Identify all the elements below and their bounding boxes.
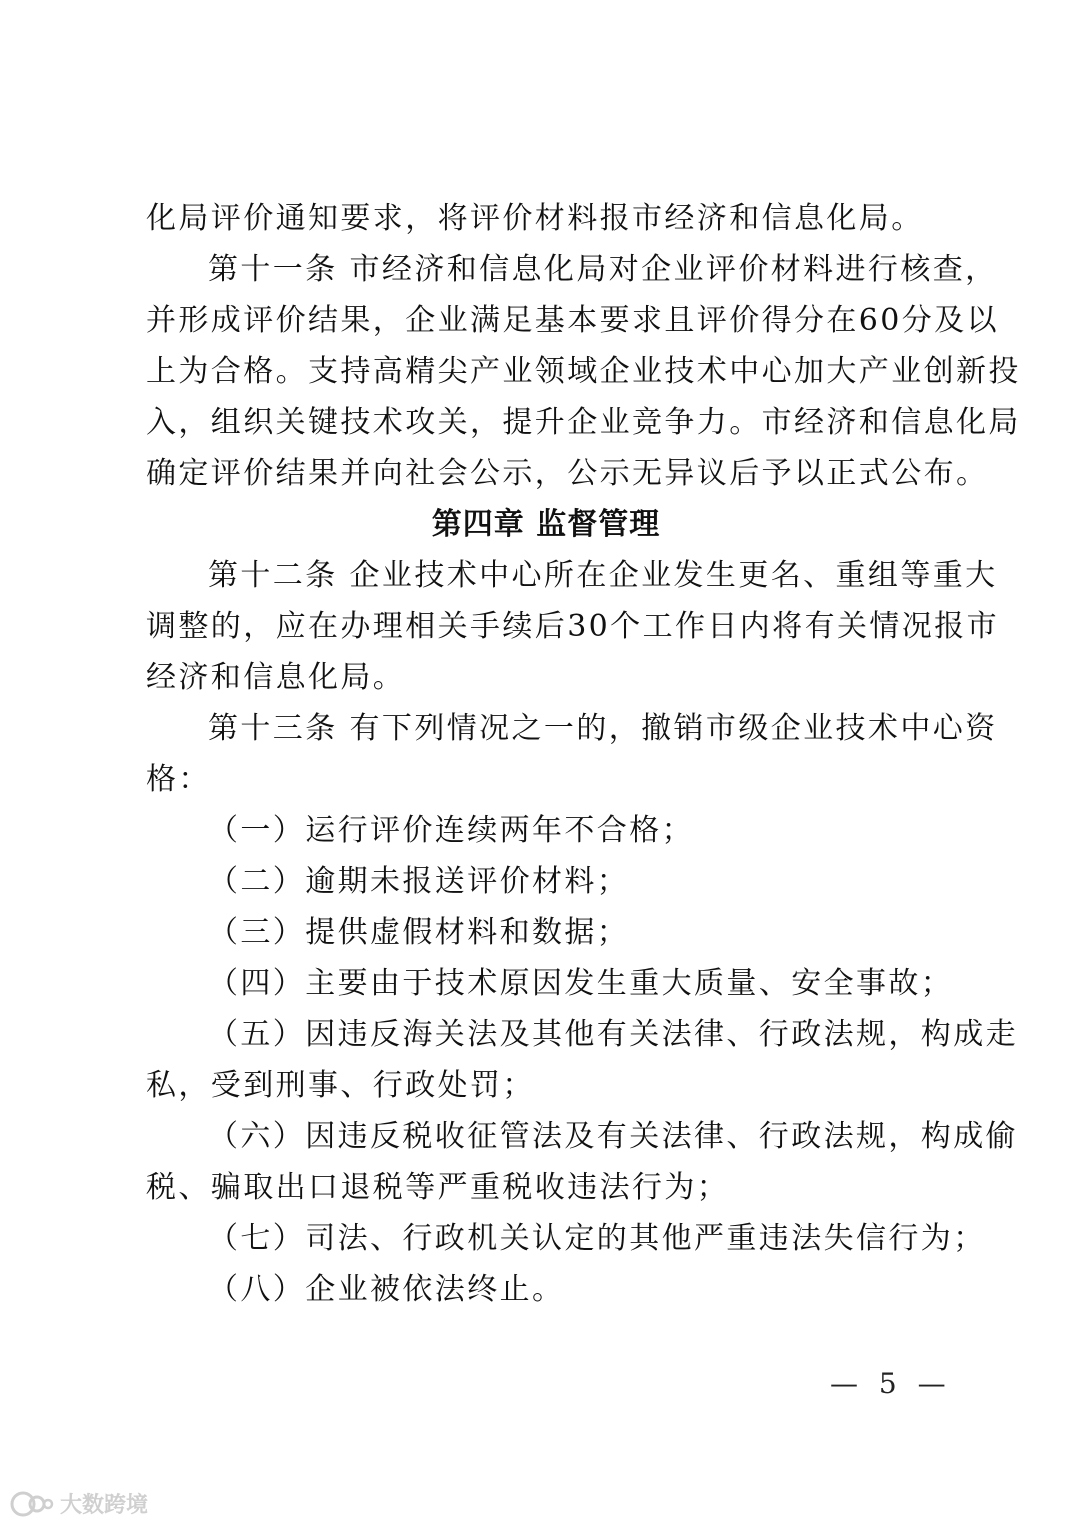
page-number: — 5 — <box>830 1367 952 1400</box>
list-item: （六）因违反税收征管法及有关法律、行政法规，构成偷 <box>208 1119 1018 1154</box>
text-line: 确定评价结果并向社会公示，公示无异议后予以正式公布。 <box>146 456 989 491</box>
list-item: （三）提供虚假材料和数据； <box>208 915 630 950</box>
list-item-continuation: 私，受到刑事、行政处罚； <box>146 1068 535 1103</box>
text-line: 格： <box>146 762 211 797</box>
list-item: （五）因违反海关法及其他有关法律、行政法规，构成走 <box>208 1017 1018 1052</box>
article-13-line: 第十三条 有下列情况之一的，撤销市级企业技术中心资 <box>208 711 998 746</box>
list-item-continuation: 税、骗取出口退税等严重税收违法行为； <box>146 1170 730 1205</box>
article-12-line: 第十二条 企业技术中心所在企业发生更名、重组等重大 <box>208 558 998 593</box>
text-line: 上为合格。支持高精尖产业领域企业技术中心加大产业创新投 <box>146 354 1021 389</box>
chapter-heading: 第四章 监督管理 <box>431 507 661 542</box>
text-line: 经济和信息化局。 <box>146 660 406 695</box>
watermark-text: 大数跨境 <box>60 1493 149 1518</box>
text-line: 调整的，应在办理相关手续后30个工作日内将有关情况报市 <box>146 609 999 644</box>
text-line: 入，组织关键技术攻关，提升企业竞争力。市经济和信息化局 <box>146 405 1021 440</box>
list-item: （七）司法、行政机关认定的其他严重违法失信行为； <box>208 1221 986 1256</box>
list-item: （二）逾期未报送评价材料； <box>208 864 630 899</box>
list-item: （四）主要由于技术原因发生重大质量、安全事故； <box>208 966 954 1001</box>
list-item: （一）运行评价连续两年不合格； <box>208 813 694 848</box>
watermark-logo-icon <box>10 1491 54 1517</box>
list-item: （八）企业被依法终止。 <box>208 1272 565 1307</box>
document-body <box>146 193 1021 1315</box>
text-line: 化局评价通知要求，将评价材料报市经济和信息化局。 <box>146 201 924 236</box>
text-line: 并形成评价结果，企业满足基本要求且评价得分在60分及以 <box>146 303 999 338</box>
article-11-line: 第十一条 市经济和信息化局对企业评价材料进行核查， <box>208 252 998 287</box>
watermark <box>10 1488 148 1519</box>
